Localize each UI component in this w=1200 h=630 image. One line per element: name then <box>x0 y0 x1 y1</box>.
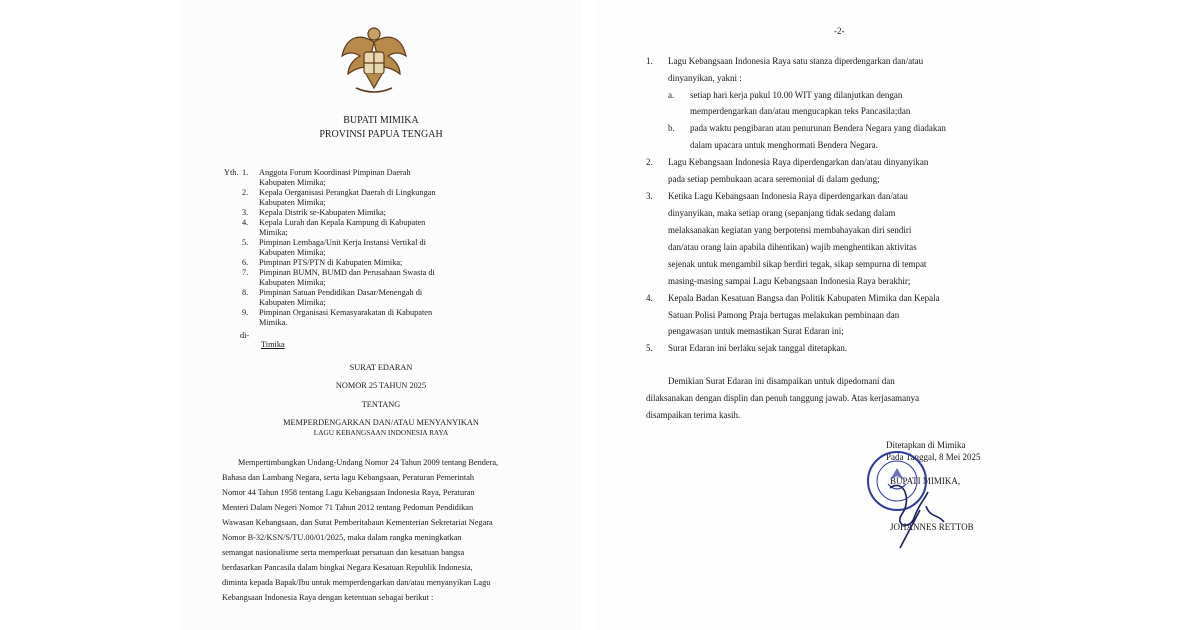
doc-type: SURAT EDARAN <box>349 363 413 372</box>
issuer-title: BUPATI MIMIKA <box>343 115 419 126</box>
addressee-num: 3. <box>242 208 249 217</box>
addressee-prefix: Yth. <box>224 168 239 177</box>
addressee-num: 4. <box>242 218 249 227</box>
signature-name: JOHANNES RETTOB <box>890 522 974 532</box>
item-line: dinyanyikan, yakni : <box>668 73 742 83</box>
addressee-num: 6. <box>242 258 249 267</box>
body-line: diminta kepada Bapak/Ibu untuk memperdengarkan dan/atau menyanyikan Lagu <box>222 578 491 587</box>
garuda-emblem-icon <box>338 22 410 102</box>
addressee-line: Pimpinan BUMN, BUMD dan Perusahaan Swasta di <box>259 268 435 277</box>
signature-date: Pada Tanggal, 8 Mei 2025 <box>886 452 981 462</box>
body-line: semangat nasionalisme serta memperkuat persatuan dan kesatuan bangsa <box>222 548 465 557</box>
body-line: berdasarkan Pancasila dalam bingkai Negara Kesatuan Republik Indonesia, <box>222 563 473 572</box>
item-line: Surat Edaran ini berlaku sejak tanggal ditetapkan. <box>668 343 848 353</box>
page-number: -2- <box>834 26 845 36</box>
signature-place: Ditetapkan di Mimika <box>886 440 966 450</box>
addressee-line: Pimpinan Lembaga/Unit Kerja Instansi Vertikal di <box>259 238 426 247</box>
subject-line-1: MEMPERDENGARKAN DAN/ATAU MENYANYIKAN <box>283 418 479 427</box>
addressee-num: 5. <box>242 238 249 247</box>
issuer-province: PROVINSI PAPUA TENGAH <box>319 129 443 140</box>
subject-line-2: LAGU KEBANGSAAN INDONESIA RAYA <box>313 428 449 437</box>
addressee-line: Kepala Oerganisasi Perangkat Daerah di Lingkungan <box>259 188 436 197</box>
addressee-num: 8. <box>242 288 249 297</box>
signature-office: BUPATI MIMIKA, <box>890 476 961 486</box>
addressee-line: Mimika. <box>259 318 288 327</box>
addressee-line: Kepala Distrik se-Kabupaten Mimika; <box>259 208 386 217</box>
addressee-line: Anggota Forum Koordinasi Pimpinan Daerah <box>259 168 411 177</box>
di-label: di- <box>240 331 250 340</box>
item-line: Kepala Badan Kesatuan Bangsa dan Politik Kabupaten Mimika dan Kepala <box>668 293 940 303</box>
item-line: melaksanakan kegiatan yang berpotensi membahayakan diri sendiri <box>668 225 912 235</box>
item-num: 4. <box>646 293 653 303</box>
addressee-line: Mimika; <box>259 228 288 237</box>
handwritten-signature-icon <box>880 470 960 550</box>
body-line: Nomor 44 Tahun 1958 tentang Lagu Kebangsaan Indonesia Raya, Peraturan <box>222 488 475 497</box>
addressee-line: Kabupaten Mimika; <box>259 178 326 187</box>
addressee-line: Kabupaten Mimika; <box>259 278 326 287</box>
item-num: 2. <box>646 157 653 167</box>
item-line: dinyanyikan, maka setiap orang (sepanjang tidak sedang dalam <box>668 208 896 218</box>
subitem-num: a. <box>668 90 675 100</box>
item-num: 5. <box>646 343 653 353</box>
addressee-line: Kabupaten Mimika; <box>259 298 326 307</box>
body-line: Mempertimbangkan Undang-Undang Nomor 24 Tahun 2009 tentang Bendera, <box>238 458 499 467</box>
addressee-line: Pimpinan Organisasi Kemasyarakatan di Kabupaten <box>259 308 433 317</box>
item-num: 3. <box>646 191 653 201</box>
item-line: sejenak untuk mengambil sikap berdiri tegak, sikap sempurna di tempat <box>668 259 927 269</box>
item-num: 1. <box>646 56 653 66</box>
item-line: Lagu Kebangsaan Indonesia Raya diperdengarkan dan/atau dinyanyikan <box>668 157 929 167</box>
addressee-line: Pimpinan PTS/PTN di Kabupaten Mimika; <box>259 258 403 267</box>
subitem-line: dalam upacara untuk menghormati Bendera Negara. <box>690 140 878 150</box>
letter-page-2 <box>598 0 1040 630</box>
subitem-line: setiap hari kerja pukul 10.00 WIT yang dilanjutkan dengan <box>690 90 903 100</box>
addressee-num: 1. <box>242 168 249 177</box>
addressee-num: 2. <box>242 188 249 197</box>
closing-line: disampaikan terima kasih. <box>646 410 741 420</box>
body-line: Kebangsaan Indonesia Raya dengan ketentuan sebagai berikut : <box>222 593 434 602</box>
about-label: TENTANG <box>361 400 401 409</box>
item-line: Satuan Polisi Pamong Praja bertugas melakukan pembinaan dan <box>668 310 900 320</box>
item-line: masing-masing sampai Lagu Kebangsaan Indonesia Raya berakhir; <box>668 276 911 286</box>
doc-number: NOMOR 25 TAHUN 2025 <box>335 381 427 390</box>
subitem-line: pada waktu pengibaran atau penurunan Bendera Negara yang diadakan <box>690 123 946 133</box>
addressee-num: 7. <box>242 268 249 277</box>
closing-line: dilaksanakan dengan displin dan penuh tanggung jawab. Atas kerjasamanya <box>646 393 920 403</box>
addressee-line: Kabupaten Mimika; <box>259 198 326 207</box>
item-line: Lagu Kebangsaan Indonesia Raya satu stanza diperdengarkan dan/atau <box>668 56 924 66</box>
item-line: dan/atau orang lain apabila dihentikan) wajib menghentikan aktivitas <box>668 242 917 252</box>
body-line: Bahasa dan Lambang Negara, serta lagu Kebangsaan, Peraturan Pemerintah <box>222 473 475 482</box>
body-line: Nomor B-32/KSN/S/TU.00/01/2025, maka dalam rangka meningkatkan <box>222 533 462 542</box>
place-name: Timika <box>261 340 285 349</box>
subitem-line: memperdengarkan dan/atau mengucapkan teks Pancasila;dan <box>690 106 911 116</box>
addressee-line: Pimpinan Satuan Pendidikan Dasar/Menengah di <box>259 288 423 297</box>
addressee-num: 9. <box>242 308 249 317</box>
item-line: pengawasan untuk memastikan Surat Edaran ini; <box>668 326 844 336</box>
addressee-line: Kabupaten Mimika; <box>259 248 326 257</box>
letter-page-1 <box>180 0 582 630</box>
addressee-line: Kepala Lurah dan Kepala Kampung di Kabupaten <box>259 218 426 227</box>
body-line: Wawasan Kebangsaan, dan Surat Pemberitahaun Kementerian Sekretariat Negara <box>222 518 493 527</box>
closing-line: Demikian Surat Edaran ini disampaikan untuk dipedomani dan <box>668 376 895 386</box>
subitem-num: b. <box>668 123 675 133</box>
item-line: pada setiap pembukaan acara seremonial di dalam gedung; <box>668 174 880 184</box>
item-line: Ketika Lagu Kebangsaan Indonesia Raya diperdengarkan dan/atau <box>668 191 908 201</box>
body-line: Menteri Dalam Negeri Nomor 71 Tahun 2012 tentang Pedoman Pendidikan <box>222 503 474 512</box>
